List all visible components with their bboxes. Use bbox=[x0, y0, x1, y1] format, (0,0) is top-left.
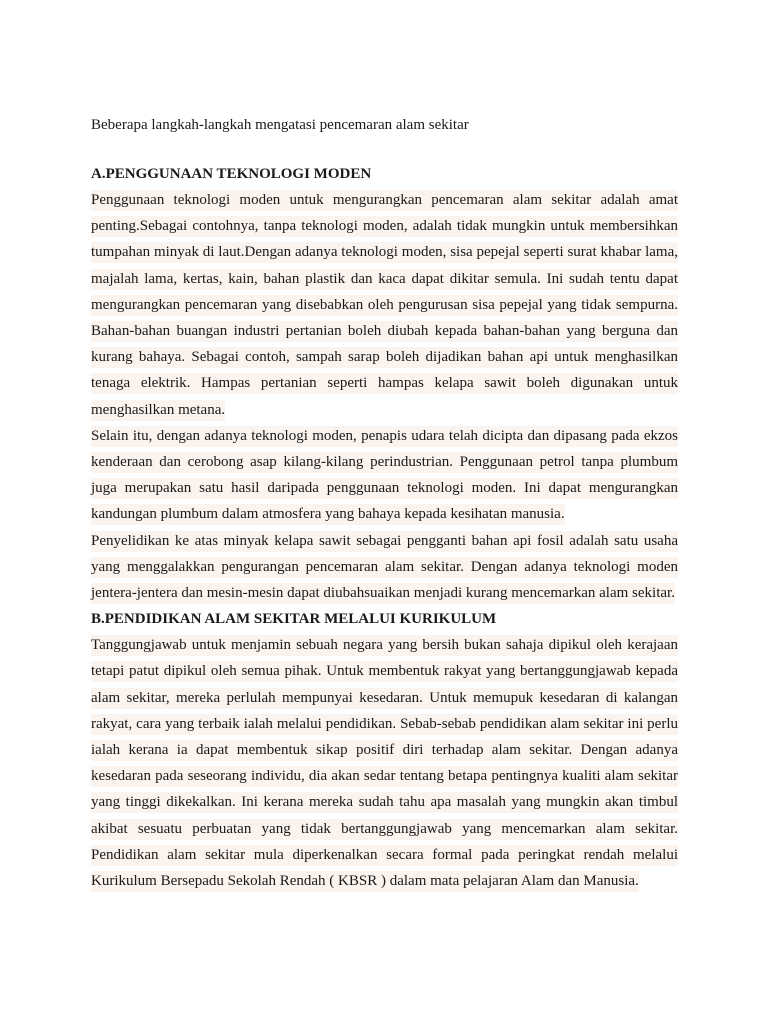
paragraph-text: Selain itu, dengan adanya teknologi moden, penapis udara telah dicipta dan dipasang pada ekzos kenderaan dan cerobong asap kilang-kilang perindustrian. Penggunaan petrol tanpa plumbum juga merupakan satu hasil daripada penggunaan teknologi moden. Ini dapat mengurangkan kandungan plumbum dalam atmosfera yang bahaya kepada kesihatan manusia. bbox=[91, 426, 678, 526]
paragraph-text: Penyelidikan ke atas minyak kelapa sawit sebagai pengganti bahan api fosil adalah satu usaha yang menggalakkan pengurangan pencemaran alam sekitar. Dengan adanya teknologi moden jentera-jentera dan mesin-mesin dapat diubahsuaikan menjadi kurang mencemarkan alam sekitar. bbox=[91, 531, 678, 604]
section-a-paragraph-3 bbox=[91, 528, 678, 607]
paragraph-text: Tanggungjawab untuk menjamin sebuah negara yang bersih bukan sahaja dipikul oleh kerajaan tetapi patut dipikul oleh semua pihak. Untuk membentuk rakyat yang bertanggungjawab kepada alam sekitar, mereka perlulah mempunyai kesedaran. Untuk memupuk kesedaran di kalangan rakyat, cara yang terbaik ialah melalui pendidikan. Sebab-sebab pendidikan alam sekitar ini perlu ialah kerana ia dapat membentuk sikap positif diri terhadap alam sekitar. Dengan adanya kesedaran pada seseorang individu, dia akan sedar tentang betapa pentingnya kualiti alam sekitar yang tinggi dikekalkan. Ini kerana mereka sudah tahu apa masalah yang mungkin akan timbul akibat sesuatu perbuatan yang tidak bertanggungjawab yang mencemarkan alam sekitar. Pendidikan alam sekitar mula diperkenalkan secara formal pada peringkat rendah melalui Kurikulum Bersepadu Sekolah Rendah ( KBSR ) dalam mata pelajaran Alam dan Manusia. bbox=[91, 635, 678, 892]
section-a-paragraph-1 bbox=[91, 187, 678, 423]
section-a-heading: A.PENGGUNAAN TEKNOLOGI MODEN bbox=[91, 166, 372, 182]
paragraph-text: Penggunaan teknologi moden untuk mengurangkan pencemaran alam sekitar adalah amat penting.Sebagai contohnya, tanpa teknologi moden, adalah tidak mungkin untuk membersihkan tumpahan minyak di laut.Dengan adanya teknologi moden, sisa pepejal seperti surat khabar lama, majalah lama, kertas, kain, bahan plastik dan kaca dapat dikitar semula. Ini sudah tentu dapat mengurangkan pencemaran yang disebabkan oleh pengurusan sisa pepejal yang tidak sempurna. Bahan-bahan buangan industri pertanian boleh diubah kepada bahan-bahan yang berguna dan kurang bahaya. Sebagai contoh, sampah sarap boleh dijadikan bahan api untuk menghasilkan tenaga elektrik. Hampas pertanian seperti hampas kelapa sawit boleh digunakan untuk menghasilkan metana. bbox=[91, 190, 678, 421]
section-b-heading: B.PENDIDIKAN ALAM SEKITAR MELALUI KURIKULUM bbox=[91, 611, 497, 628]
intro-line: Beberapa langkah-langkah mengatasi pencemaran alam sekitar bbox=[91, 117, 469, 133]
document-page bbox=[91, 113, 678, 894]
section-b-paragraph-1 bbox=[91, 632, 678, 894]
section-a-paragraph-2 bbox=[91, 423, 678, 528]
